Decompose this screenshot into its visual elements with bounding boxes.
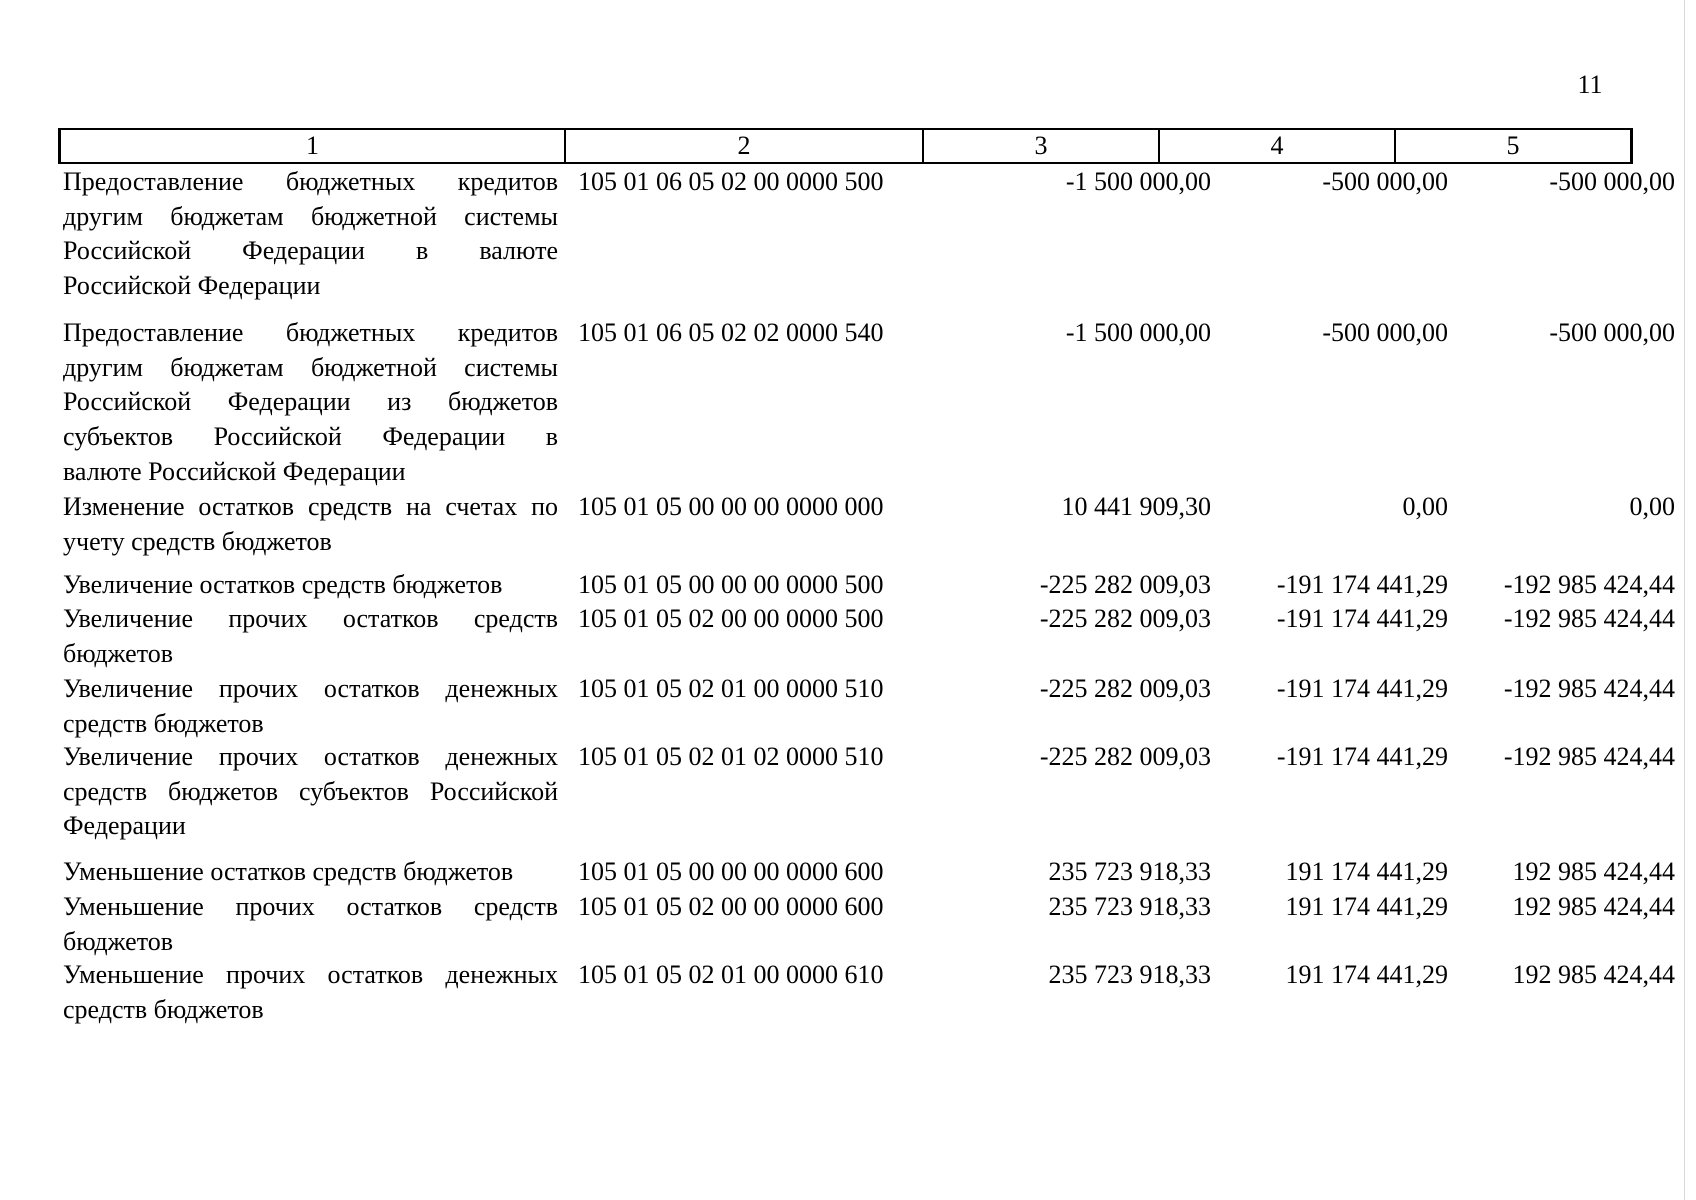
table-row (58, 165, 1675, 301)
row-value-col5: -192 985 424,44 (1503, 742, 1675, 771)
row-code: 105 01 06 05 02 00 0000 500 (578, 167, 884, 196)
row-code: 105 01 05 00 00 00 0000 600 (578, 857, 884, 886)
row-name (63, 316, 558, 490)
row-code: 105 01 05 02 00 00 0000 500 (578, 604, 884, 633)
row-value-col4: -500 000,00 (1322, 318, 1448, 347)
row-name-line: Федерации (63, 811, 186, 841)
row-name-line: другим бюджетам бюджетной системы (63, 352, 558, 382)
scan-edge (1684, 0, 1685, 1200)
row-value-col3: 235 723 918,33 (1048, 960, 1211, 989)
row-name-line: Увеличение прочих остатков денежных (63, 674, 558, 703)
row-name-line: валюте Российской Федерации (63, 456, 406, 486)
table-row (58, 316, 1675, 486)
row-name-line: Уменьшение прочих остатков средств (63, 892, 558, 921)
row-value-col4: -191 174 441,29 (1276, 570, 1448, 599)
table-row (58, 602, 1675, 668)
row-name-line: бюджетов (63, 638, 174, 668)
row-name-line: Изменение остатков средств на счетах по (63, 492, 558, 521)
row-name-line: Увеличение прочих остатков денежных (63, 742, 558, 771)
row-name (63, 740, 558, 844)
header-col-4: 4 (1160, 130, 1396, 162)
row-name-line: средств бюджетов (63, 708, 264, 738)
row-code: 105 01 05 00 00 00 0000 500 (578, 570, 884, 599)
row-name (63, 490, 558, 559)
row-code: 105 01 06 05 02 02 0000 540 (578, 318, 884, 347)
row-value-col4: -191 174 441,29 (1276, 604, 1448, 633)
row-value-col5: -192 985 424,44 (1503, 570, 1675, 599)
row-name-line: бюджетов (63, 926, 174, 956)
table-row (58, 672, 1675, 738)
row-name-line: субъектов Российской Федерации в (63, 422, 558, 452)
page-number: 11 (1577, 70, 1603, 99)
row-value-col4: -500 000,00 (1322, 167, 1448, 196)
row-value-col5: -500 000,00 (1549, 167, 1675, 196)
row-name-line: Уменьшение остатков средств бюджетов (63, 857, 514, 886)
row-name-line: Увеличение остатков средств бюджетов (63, 570, 503, 599)
row-name (63, 672, 558, 741)
row-name (63, 958, 558, 1027)
row-code: 105 01 05 02 01 02 0000 510 (578, 742, 884, 771)
row-name-line: Российской Федерации из бюджетов (63, 387, 558, 417)
row-code: 105 01 05 02 01 00 0000 610 (578, 960, 884, 989)
row-value-col3: -225 282 009,03 (1039, 674, 1211, 703)
row-value-col3: -1 500 000,00 (1065, 318, 1211, 347)
table-header (58, 128, 1633, 164)
row-name-line: Уменьшение прочих остатков денежных (63, 960, 558, 989)
row-name-line: средств бюджетов (63, 994, 264, 1024)
table-row (58, 958, 1675, 1024)
row-value-col3: 10 441 909,30 (1061, 492, 1211, 521)
row-value-col5: -192 985 424,44 (1503, 674, 1675, 703)
row-value-col3: 235 723 918,33 (1048, 857, 1211, 886)
row-code: 105 01 05 02 00 00 0000 600 (578, 892, 884, 921)
row-value-col4: 0,00 (1402, 492, 1448, 521)
header-col-5: 5 (1506, 131, 1520, 160)
row-name-line: Российской Федерации в валюте (63, 236, 558, 266)
row-value-col4: -191 174 441,29 (1276, 742, 1448, 771)
row-value-col5: -192 985 424,44 (1503, 604, 1675, 633)
header-col-1: 1 (61, 130, 566, 162)
row-name (63, 602, 558, 671)
row-value-col4: -191 174 441,29 (1276, 674, 1448, 703)
header-col-2: 2 (566, 130, 924, 162)
row-name (63, 568, 558, 603)
row-value-col4: 191 174 441,29 (1285, 892, 1448, 921)
row-code: 105 01 05 02 01 00 0000 510 (578, 674, 884, 703)
table-row (58, 740, 1675, 841)
row-value-col3: -225 282 009,03 (1039, 570, 1211, 599)
row-value-col4: 191 174 441,29 (1285, 960, 1448, 989)
row-value-col5: 192 985 424,44 (1512, 960, 1675, 989)
row-code: 105 01 05 00 00 00 0000 000 (578, 492, 884, 521)
row-value-col3: -225 282 009,03 (1039, 604, 1211, 633)
header-col-3: 3 (924, 130, 1160, 162)
row-name-line: средств бюджетов субъектов Российской (63, 776, 558, 806)
row-name-line: другим бюджетам бюджетной системы (63, 201, 558, 231)
table-row (58, 490, 1675, 556)
row-name-line: учету средств бюджетов (63, 526, 332, 556)
row-name-line: Российской Федерации (63, 271, 321, 301)
table-row (58, 855, 1675, 895)
table-row (58, 890, 1675, 956)
row-name-line: Увеличение прочих остатков средств (63, 604, 558, 633)
row-value-col5: 192 985 424,44 (1512, 857, 1675, 886)
row-name (63, 855, 558, 890)
row-value-col4: 191 174 441,29 (1285, 857, 1448, 886)
row-value-col3: -1 500 000,00 (1065, 167, 1211, 196)
row-value-col5: 0,00 (1629, 492, 1675, 521)
row-name (63, 165, 558, 304)
row-value-col3: 235 723 918,33 (1048, 892, 1211, 921)
row-value-col5: -500 000,00 (1549, 318, 1675, 347)
row-value-col5: 192 985 424,44 (1512, 892, 1675, 921)
row-name-line: Предоставление бюджетных кредитов (63, 318, 558, 347)
row-name-line: Предоставление бюджетных кредитов (63, 167, 558, 196)
row-name (63, 890, 558, 959)
row-value-col3: -225 282 009,03 (1039, 742, 1211, 771)
